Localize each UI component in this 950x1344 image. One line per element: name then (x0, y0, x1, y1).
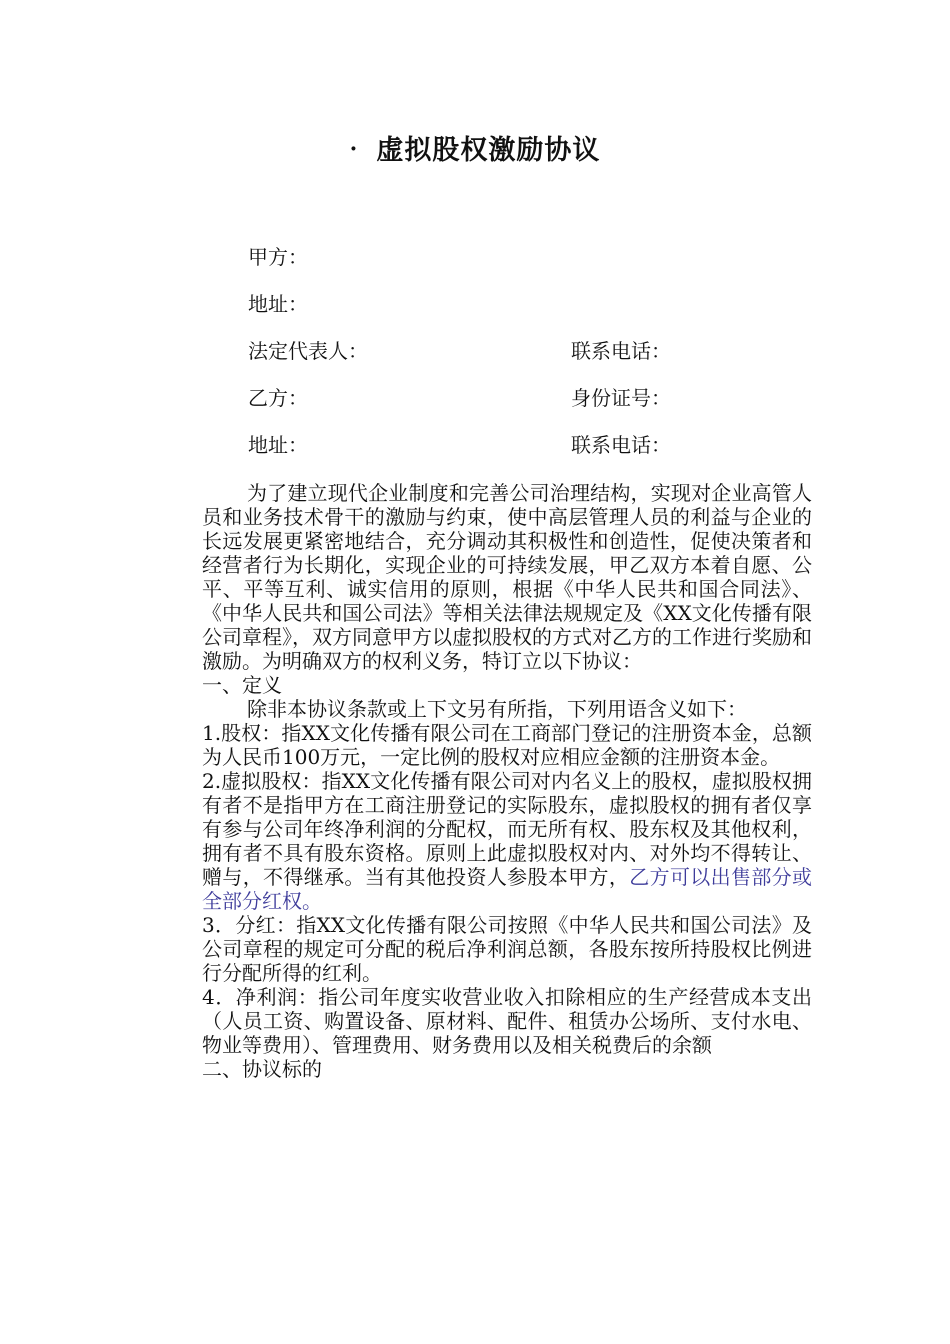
id-number-label: 身份证号： (571, 386, 671, 410)
definition-virtual-equity-text: 2.虚拟股权：指XX文化传播有限公司对内名义上的股权，虚拟股权拥有者不是指甲方在工商注册登记的实际股东，虚拟股权的拥有者仅享有参与公司年终净利润的分配权，而无所有权、股东权及其他权利，拥有者不具有股东资格。原则上此虚拟股权对内、对外均不得转让、赠与，不得继承。当有其他投资人参股本甲方， (202, 769, 812, 889)
preamble-paragraph: 为了建立现代企业制度和完善公司治理结构，实现对企业高管人员和业务技术骨干的激励与约束，使中高层管理人员的利益与企业的长远发展更紧密地结合，充分调动其积极性和创造性，促使决策者和经营者行为长期化，实现企业的可持续发展，甲乙双方本着自愿、公平、平等互利、诚实信用的原则，根据《中华人民共和国合同法》、《中华人民共和国公司法》等相关法律法规规定及《XX文化传播有限公司章程》，双方同意甲方以虚拟股权的方式对乙方的工作进行奖励和激励。为明确双方的权利义务，特订立以下协议： (202, 481, 812, 673)
definition-net-profit: 4．净利润：指公司年度实收营业收入扣除相应的生产经营成本支出（人员工资、购置设备、原材料、配件、租赁办公场所、支付水电、物业等费用）、管理费用、财务费用以及相关税费后的余额 (202, 985, 812, 1057)
definition-dividend: 3．分红：指XX文化传播有限公司按照《中华人民共和国公司法》及公司章程的规定可分配的税后净利润总额，各股东按所持股权比例进行分配所得的红利。 (202, 913, 812, 985)
definition-virtual-equity-highlight: 乙方可以出售部分或全部分红权。 (202, 865, 813, 913)
definitions-intro: 除非本协议条款或上下文另有所指，下列用语含义如下： (247, 697, 747, 721)
definition-equity: 1.股权：指XX文化传播有限公司在工商部门登记的注册资本金，总额为人民币100万元，一定比例的股权对应相应金额的注册资本金。 (202, 721, 812, 769)
party-b-phone-label: 联系电话： (571, 433, 671, 457)
section-2-heading: 二、协议标的 (202, 1057, 322, 1081)
agreement-body (202, 481, 812, 1081)
document-title: 虚拟股权激励协议 (376, 135, 601, 166)
party-a-label: 甲方： (248, 245, 308, 269)
party-b-address-label: 地址： (248, 433, 308, 457)
party-b-label: 乙方： (248, 386, 308, 410)
document-title-row (0, 128, 950, 167)
title-bullet: · (349, 136, 359, 162)
party-a-phone-label: 联系电话： (571, 339, 671, 363)
party-a-address-label: 地址： (248, 292, 308, 316)
legal-representative-label: 法定代表人： (248, 339, 368, 363)
definition-virtual-equity (202, 769, 812, 913)
section-1-heading: 一、定义 (202, 673, 282, 697)
